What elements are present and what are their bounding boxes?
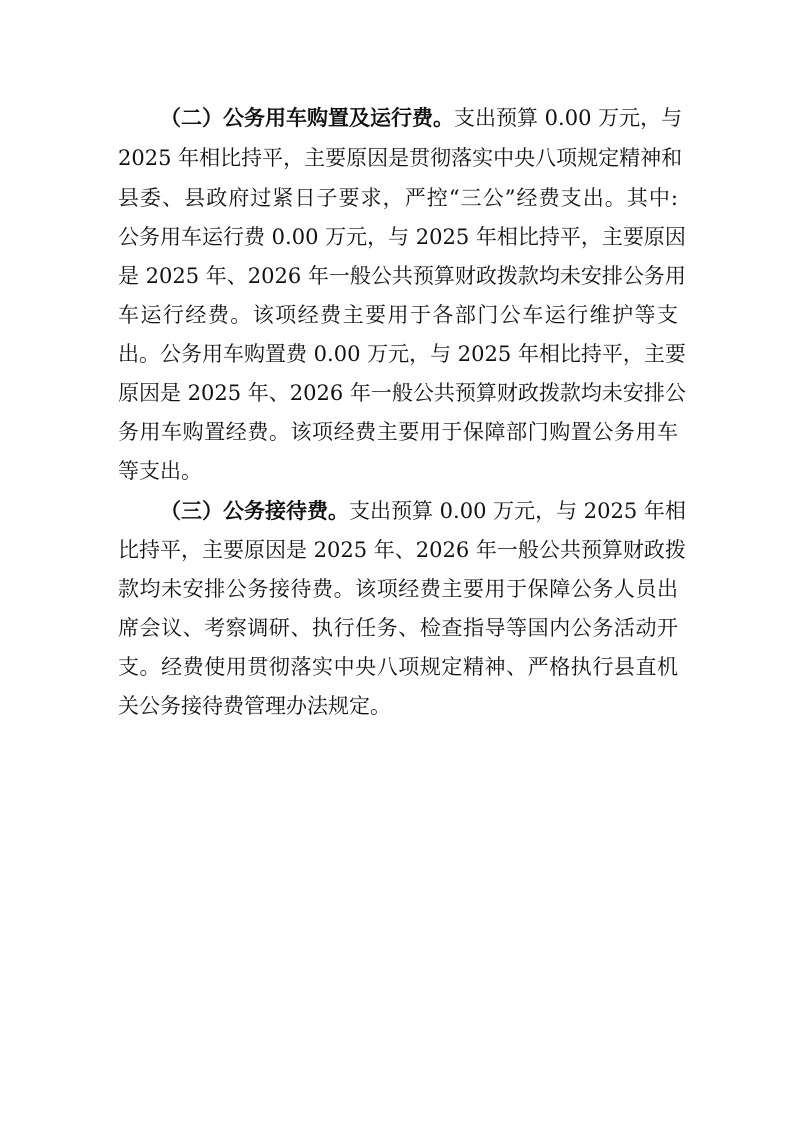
paragraph-line: 车运行经费。该项经费主要用于各部门公车运行维护等支 [118, 303, 678, 327]
paragraph-line: 公务用车运行费 0.00 万元，与 2025 年相比持平，主要原因 [118, 225, 686, 249]
paragraph-line [160, 98, 683, 138]
paragraph-line: 县委、县政府过紧日子要求，严控“三公”经费支出。其中: [118, 186, 678, 210]
paragraph-line: 是 2025 年、2026 年一般公共预算财政拨款均未安排公务用 [118, 264, 686, 288]
paragraph-text: 支出预算 0.00 万元，与 2025 年相 [349, 499, 686, 523]
paragraph-line: 席会议、考察调研、执行任务、检查指导等国内公务活动开 [118, 616, 678, 640]
section-heading: （二）公务用车购置及运行费。 [160, 106, 454, 130]
paragraph-line: 出。公务用车购置费 0.00 万元，与 2025 年相比持平，主要 [118, 342, 686, 366]
paragraph-line [160, 491, 686, 531]
paragraph-line: 支。经费使用贯彻落实中央八项规定精神、严格执行县直机 [118, 655, 678, 679]
paragraph-line: 务用车购置经费。该项经费主要用于保障部门购置公务用车 [118, 420, 678, 444]
paragraph-text: 支出预算 0.00 万元，与 [454, 106, 683, 130]
paragraph-line: 比持平，主要原因是 2025 年、2026 年一般公共预算财政拨 [118, 538, 686, 562]
paragraph-line: 款均未安排公务接待费。该项经费主要用于保障公务人员出 [118, 577, 678, 601]
paragraph-line: 2025 年相比持平，主要原因是贯彻落实中央八项规定精神和 [118, 146, 683, 170]
section-heading: （三）公务接待费。 [160, 499, 349, 523]
paragraph-line: 等支出。 [118, 459, 202, 483]
paragraph-line: 原因是 2025 年、2026 年一般公共预算财政拨款均未安排公 [118, 381, 686, 405]
paragraph-line: 关公务接待费管理办法规定。 [118, 694, 391, 718]
